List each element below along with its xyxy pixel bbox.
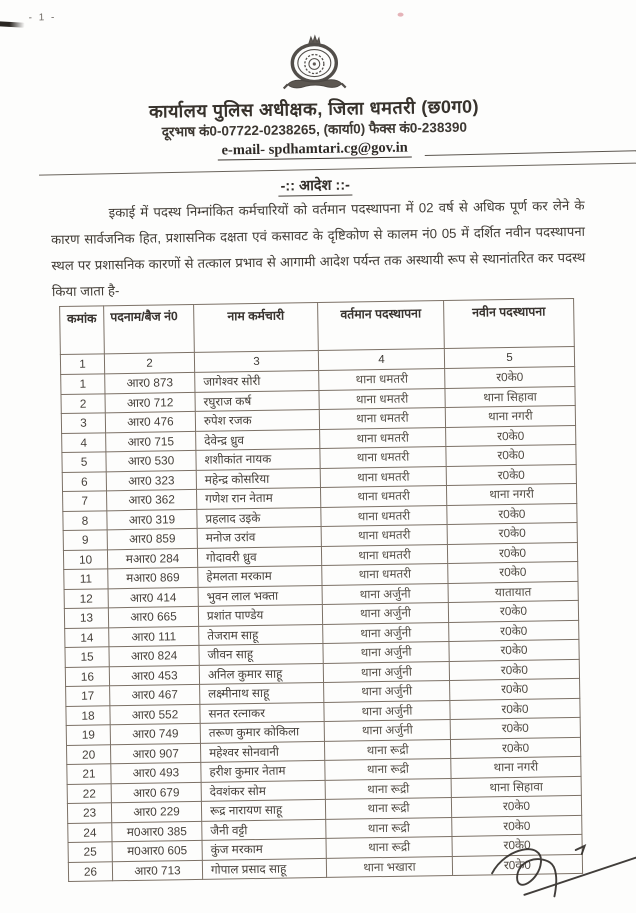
cell-name: महेन्द्र कोसरिया bbox=[196, 468, 320, 489]
cell-badge: आर0 476 bbox=[105, 411, 195, 432]
cell-serial: 6 bbox=[62, 471, 106, 491]
cell-new-posting: र0के0 bbox=[446, 425, 576, 447]
column-number: 1 bbox=[60, 354, 104, 375]
column-number: 5 bbox=[444, 346, 574, 368]
cell-name: कुंज मरकाम bbox=[202, 838, 326, 859]
cell-badge: आर0 530 bbox=[106, 450, 196, 471]
cell-name: देवेन्द्र ध्रुव bbox=[196, 429, 320, 450]
cell-serial: 18 bbox=[66, 705, 110, 725]
cell-serial: 12 bbox=[64, 588, 108, 608]
cell-badge: आर0 229 bbox=[111, 801, 201, 822]
header-new-posting: नवीन पदस्थापना bbox=[444, 298, 575, 348]
cell-serial: 22 bbox=[67, 783, 111, 803]
cell-serial: 21 bbox=[67, 764, 111, 784]
cell-name: जीवन साहू bbox=[199, 643, 323, 664]
cell-serial: 17 bbox=[66, 686, 110, 706]
header-badge: पदनाम/बैज नं0 bbox=[104, 304, 195, 353]
cell-serial: 10 bbox=[63, 549, 107, 569]
cell-current-posting: थाना रूद्री bbox=[325, 758, 451, 779]
cell-badge: आर0 873 bbox=[105, 372, 195, 393]
column-number: 4 bbox=[318, 349, 444, 371]
cell-new-posting: र0के0 bbox=[451, 795, 581, 817]
cell-current-posting: थाना धमतरी bbox=[319, 408, 445, 429]
cell-badge: आर0 319 bbox=[107, 509, 197, 530]
cell-current-posting: थाना धमतरी bbox=[321, 524, 447, 545]
cell-badge: आर0 715 bbox=[106, 431, 196, 452]
cell-badge: आर0 712 bbox=[105, 392, 195, 413]
transfer-table-head bbox=[60, 298, 575, 374]
cell-current-posting: थाना अर्जुनी bbox=[324, 680, 450, 701]
cell-name: तेजराम साहू bbox=[199, 624, 323, 645]
cell-current-posting: थाना धमतरी bbox=[319, 369, 445, 390]
cell-current-posting: थाना रूद्री bbox=[324, 739, 450, 760]
cell-new-posting: र0के0 bbox=[446, 444, 576, 466]
cell-new-posting: र0के0 bbox=[449, 659, 579, 681]
cell-name: प्रशांत पाण्डेय bbox=[198, 604, 322, 625]
cell-new-posting: र0के0 bbox=[450, 717, 580, 739]
cell-badge: आर0 907 bbox=[110, 743, 200, 764]
cell-new-posting: र0के0 bbox=[447, 503, 577, 525]
cell-badge: आर0 713 bbox=[112, 860, 202, 881]
cell-name: रूद्र नारायण साहू bbox=[201, 799, 325, 820]
handwritten-signature bbox=[486, 837, 636, 900]
header-row bbox=[60, 298, 575, 354]
cell-name: शशीकांत नायक bbox=[196, 448, 320, 469]
cell-current-posting: थाना धमतरी bbox=[321, 505, 447, 526]
cell-current-posting: थाना धमतरी bbox=[321, 544, 447, 565]
cell-name: रघुराज कर्ष bbox=[195, 390, 319, 411]
scan-corner-mark bbox=[0, 21, 25, 28]
cell-name: प्रहलाद उइके bbox=[197, 507, 321, 528]
cell-badge: मआर0 869 bbox=[108, 567, 198, 588]
cell-serial: 5 bbox=[62, 452, 106, 472]
cell-current-posting: थाना धमतरी bbox=[320, 485, 446, 506]
cell-serial: 7 bbox=[63, 491, 107, 511]
cell-serial: 2 bbox=[61, 393, 105, 413]
cell-current-posting: थाना अर्जुनी bbox=[323, 622, 449, 643]
cell-name: अनिल कुमार साहू bbox=[199, 663, 323, 684]
cell-badge: आर0 679 bbox=[111, 782, 201, 803]
cell-new-posting: थाना नगरी bbox=[445, 405, 575, 427]
transfer-table bbox=[59, 298, 583, 882]
order-heading: -:: आदेश ::- bbox=[0, 170, 633, 200]
cell-new-posting: र0के0 bbox=[452, 834, 582, 856]
scan-red-dot bbox=[398, 13, 404, 17]
cell-name: गोपाल प्रसाद साहू bbox=[202, 858, 326, 879]
column-number: 2 bbox=[104, 352, 194, 373]
cell-current-posting: थाना धमतरी bbox=[320, 466, 446, 487]
cell-new-posting: र0के0 bbox=[448, 561, 578, 583]
cell-new-posting: र0के0 bbox=[449, 639, 579, 661]
cell-serial: 20 bbox=[66, 744, 110, 764]
cell-name: भुवन लाल भक्ता bbox=[198, 585, 322, 606]
cell-name: जैनी वट्टी bbox=[202, 819, 326, 840]
cell-current-posting: थाना धमतरी bbox=[320, 447, 446, 468]
cell-badge: आर0 749 bbox=[110, 723, 200, 744]
cell-serial: 4 bbox=[62, 432, 106, 452]
office-title: कार्यालय पुलिस अधीक्षक, जिला धमतरी (छ0ग0) bbox=[148, 96, 480, 122]
cell-serial: 19 bbox=[66, 725, 110, 745]
cell-new-posting: र0के0 bbox=[448, 600, 578, 622]
cell-serial: 15 bbox=[65, 647, 109, 667]
cell-new-posting: थाना नगरी bbox=[446, 483, 576, 505]
cell-current-posting: थाना भखारा bbox=[326, 856, 452, 877]
cell-name: हरीश कुमार नेताम bbox=[201, 760, 325, 781]
cell-current-posting: थाना अर्जुनी bbox=[322, 602, 448, 623]
cell-new-posting: र0के0 bbox=[452, 815, 582, 837]
cell-new-posting: र0के0 bbox=[447, 542, 577, 564]
cell-new-posting: थाना नगरी bbox=[451, 756, 581, 778]
cell-serial: 16 bbox=[65, 666, 109, 686]
cell-new-posting: यातायात bbox=[448, 581, 578, 603]
cell-name: महेश्वर सोनवानी bbox=[200, 741, 324, 762]
cell-new-posting: र0के0 bbox=[449, 620, 579, 642]
cell-badge: म0आर0 605 bbox=[112, 840, 202, 861]
cell-serial: 9 bbox=[63, 530, 107, 550]
cell-name: मनोज उरांव bbox=[197, 526, 321, 547]
cell-current-posting: थाना रूद्री bbox=[325, 778, 451, 799]
cell-new-posting: र0के0 bbox=[446, 464, 576, 486]
column-number: 3 bbox=[194, 350, 318, 372]
cell-new-posting: थाना सिहावा bbox=[445, 386, 575, 408]
cell-name: सनत रत्नाकर bbox=[200, 702, 324, 723]
cell-badge: म0आर0 385 bbox=[112, 821, 202, 842]
cell-badge: आर0 665 bbox=[108, 606, 198, 627]
cell-badge: मआर0 284 bbox=[107, 548, 197, 569]
cell-serial: 25 bbox=[68, 842, 112, 862]
cell-current-posting: थाना धमतरी bbox=[320, 427, 446, 448]
cell-new-posting: थाना सिहावा bbox=[451, 776, 581, 798]
cell-serial: 26 bbox=[68, 861, 112, 881]
cell-name: लक्ष्मीनाथ साहू bbox=[200, 682, 324, 703]
cell-name: देवशंकर सोम bbox=[201, 780, 325, 801]
cell-badge: आर0 859 bbox=[107, 528, 197, 549]
cell-new-posting: र0के0 bbox=[450, 737, 580, 759]
transfer-table-body bbox=[61, 366, 583, 881]
cell-serial: 11 bbox=[64, 569, 108, 589]
header-serial: कमांक bbox=[60, 306, 105, 355]
header-name: नाम कर्मचारी bbox=[194, 302, 319, 352]
email-text: e-mail- spdhamtari.cg@gov.in bbox=[217, 140, 412, 161]
cell-badge: आर0 824 bbox=[109, 645, 199, 666]
cell-serial: 3 bbox=[61, 413, 105, 433]
cell-name: जागेश्वर सोरी bbox=[195, 370, 319, 391]
cell-new-posting: र0के0 bbox=[450, 678, 580, 700]
cell-current-posting: थाना रूद्री bbox=[325, 797, 451, 818]
cell-current-posting: थाना अर्जुनी bbox=[324, 700, 450, 721]
cell-current-posting: थाना रूद्री bbox=[326, 836, 452, 857]
cell-current-posting: थाना धमतरी bbox=[319, 388, 445, 409]
cell-badge: आर0 323 bbox=[106, 470, 196, 491]
cell-name: हेमलता मरकाम bbox=[198, 565, 322, 586]
cell-badge: आर0 362 bbox=[107, 489, 197, 510]
cell-new-posting: र0के0 bbox=[445, 366, 575, 388]
cell-serial: 23 bbox=[67, 803, 111, 823]
phone-fax-line: दूरभाष कं0-07722-0238265, (कार्या0) फैक्स कं0-238390 bbox=[161, 119, 468, 140]
cell-new-posting: र0के0 bbox=[452, 854, 582, 876]
cell-badge: आर0 493 bbox=[111, 762, 201, 783]
cell-badge: आर0 111 bbox=[109, 626, 199, 647]
cell-badge: आर0 552 bbox=[110, 704, 200, 725]
cell-name: गोदावरी ध्रुव bbox=[197, 546, 321, 567]
cell-serial: 14 bbox=[65, 627, 109, 647]
cell-badge: आर0 453 bbox=[109, 665, 199, 686]
cell-current-posting: थाना धमतरी bbox=[322, 563, 448, 584]
cell-new-posting: र0के0 bbox=[447, 522, 577, 544]
cell-current-posting: थाना रूद्री bbox=[326, 817, 452, 838]
cell-serial: 24 bbox=[68, 822, 112, 842]
cell-current-posting: थाना अर्जुनी bbox=[323, 661, 449, 682]
cell-current-posting: थाना अर्जुनी bbox=[324, 719, 450, 740]
cell-serial: 13 bbox=[64, 608, 108, 628]
header-current-posting: वर्तमान पदस्थापना bbox=[318, 301, 445, 351]
cell-serial: 1 bbox=[61, 374, 105, 394]
cell-serial: 8 bbox=[63, 510, 107, 530]
cell-badge: आर0 467 bbox=[110, 684, 200, 705]
cell-current-posting: थाना अर्जुनी bbox=[322, 583, 448, 604]
cell-name: गणेश रान नेताम bbox=[196, 487, 320, 508]
page-number: - 1 - bbox=[28, 12, 57, 24]
cell-name: तरूण कुमार कोकिला bbox=[200, 721, 324, 742]
cell-name: रुपेश रजक bbox=[195, 409, 319, 430]
order-body-paragraph: इकाई में पदस्थ निम्नांकित कर्मचारियों को वर्तमान पदस्थापना में 02 वर्ष से अधिक पूर्ण कर लेने के कारण सार्वजनिक हित, प्रशासनिक दक्षता एवं कसावट के दृष्टिकोण से कालम नं0 05 में दर्शित नवीन पदस्थापना स्थल पर प्रशासनिक कारणों से तत्काल प्रभाव से आगामी आदेश पर्यन्त तक अस्थायी रूप से स्थानांतरित कर पदस्थ किया जाता है- bbox=[50, 197, 586, 300]
cell-badge: आर0 414 bbox=[108, 587, 198, 608]
cell-new-posting: र0के0 bbox=[450, 698, 580, 720]
cell-current-posting: थाना अर्जुनी bbox=[323, 641, 449, 662]
